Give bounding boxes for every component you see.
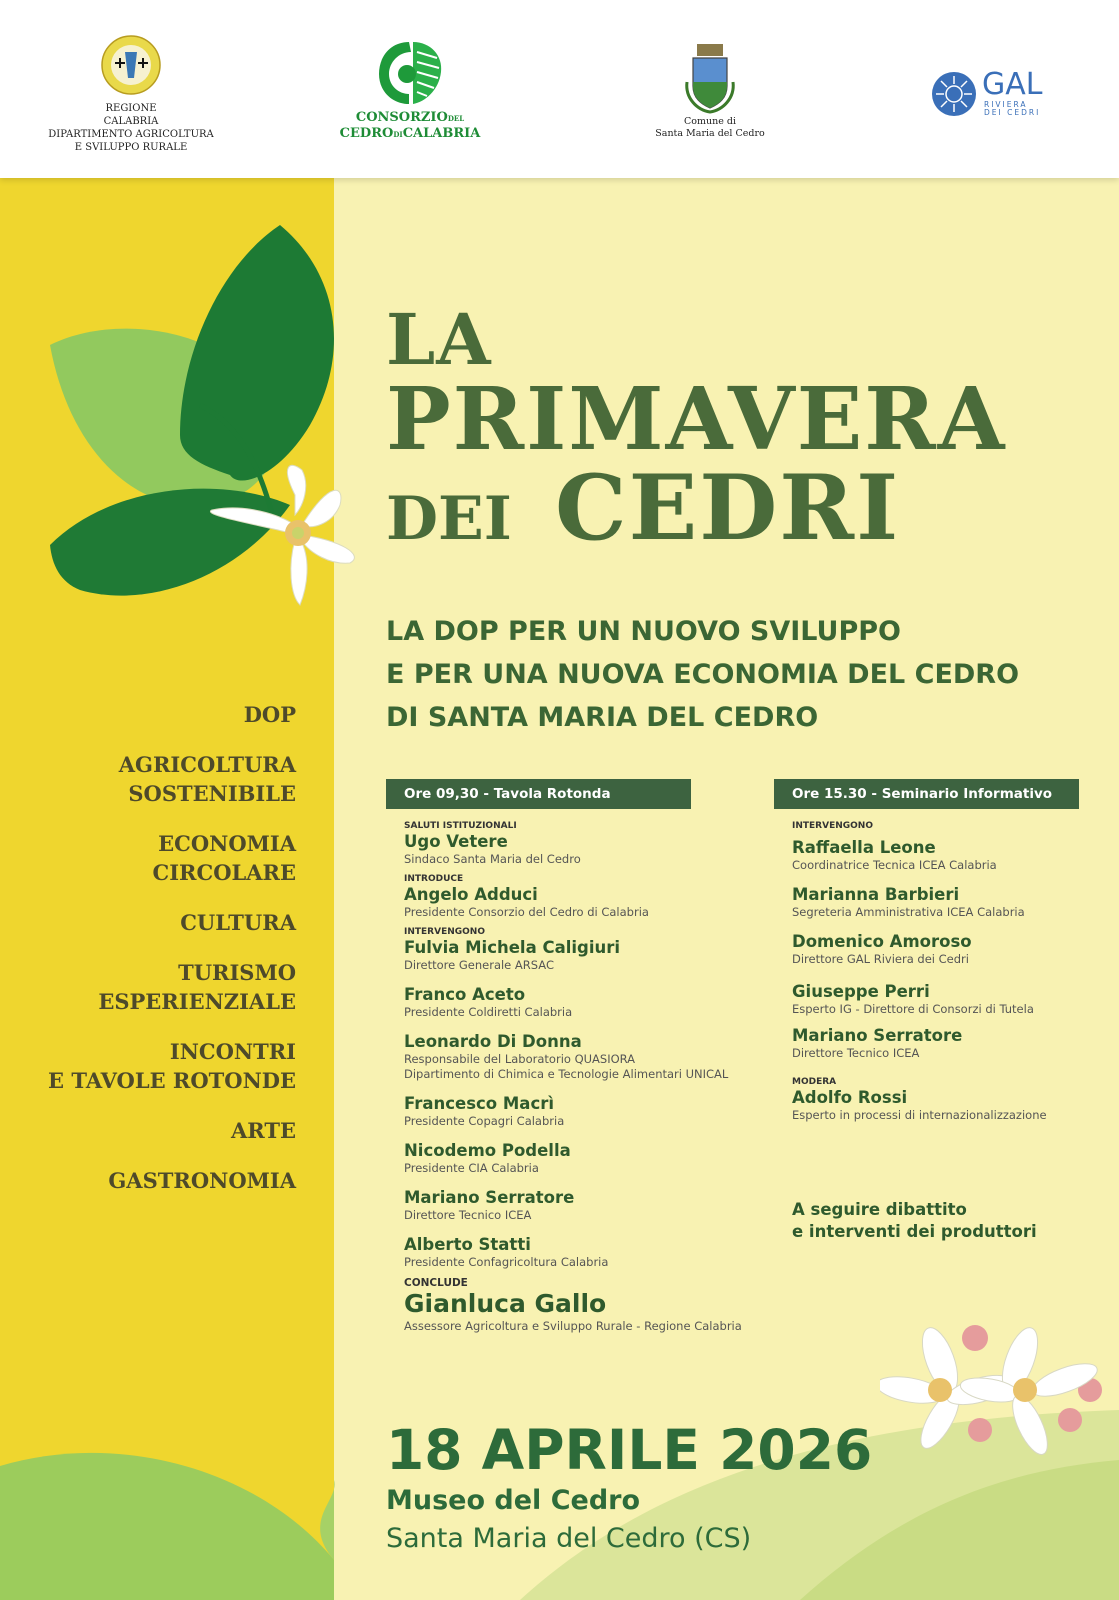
speaker-name: Raffaella Leone: [792, 838, 936, 857]
speaker-name: Francesco Macrì: [404, 1094, 555, 1113]
themes-list: [48, 700, 296, 1216]
regione-line-4: E SVILUPPO RURALE: [74, 142, 188, 153]
role-label: MODERA: [792, 1077, 837, 1087]
morning-session-header: Ore 09,30 - Tavola Rotonda: [386, 779, 691, 809]
comune-line-1: Comune di: [684, 116, 736, 127]
role-label: CONCLUDE: [404, 1277, 468, 1289]
speaker-role: Direttore Tecnico ICEA: [404, 1208, 532, 1222]
bottom-right-flowers-illustration: [880, 1320, 1119, 1470]
event-venue: Museo del Cedro: [386, 1485, 641, 1516]
speaker-role: Sindaco Santa Maria del Cedro: [404, 852, 581, 866]
title-line-2: PRIMAVERA: [386, 369, 1007, 470]
cedar-leaves-illustration: [40, 225, 370, 625]
theme-item: CULTURA: [180, 910, 296, 935]
subtitle-line-2: E PER UNA NUOVA ECONOMIA DEL CEDRO: [386, 659, 1020, 690]
title-line-3-small: DEI: [386, 484, 512, 554]
theme-item: AGRICOLTURA SOSTENIBILE: [118, 752, 296, 806]
speaker-name: Marianna Barbieri: [792, 885, 960, 904]
theme-item: DOP: [243, 702, 296, 727]
regione-line-2: CALABRIA: [103, 116, 159, 127]
event-date: [386, 1418, 872, 1482]
speaker-name: Nicodemo Podella: [404, 1141, 571, 1160]
speaker-name: Leonardo Di Donna: [404, 1032, 582, 1051]
theme-item: TURISMO ESPERIENZIALE: [98, 960, 296, 1014]
consorzio-di: DI: [393, 130, 403, 139]
theme-item: ECONOMIA CIRCOLARE: [152, 831, 296, 885]
speaker-name: Franco Aceto: [404, 985, 526, 1004]
consorzio-logo: [330, 38, 490, 142]
speaker-role: Coordinatrice Tecnica ICEA Calabria: [792, 858, 997, 872]
speaker-name: Giuseppe Perri: [792, 982, 930, 1001]
follow-up-line-2: e interventi dei produttori: [792, 1222, 1037, 1241]
speaker-name: Fulvia Michela Caligiuri: [404, 938, 621, 957]
speaker-role: Esperto IG - Direttore di Consorzi di Tutela: [792, 1002, 1034, 1016]
event-year: 2026: [719, 1418, 873, 1482]
comune-line-2: Santa Maria del Cedro: [655, 128, 765, 139]
role-label: INTRODUCE: [404, 874, 464, 884]
title-line-3-large: CEDRI: [555, 455, 901, 561]
afternoon-session-header: Ore 15.30 - Seminario Informativo: [774, 779, 1079, 809]
speaker-name: Gianluca Gallo: [404, 1289, 607, 1318]
title-line-1: LA: [386, 298, 492, 381]
speaker-role: Direttore GAL Riviera dei Cedri: [792, 952, 969, 966]
afternoon-program: [792, 815, 1092, 1130]
speaker-name: Domenico Amoroso: [792, 932, 972, 951]
speaker-role: Segreteria Amministrativa ICEA Calabria: [792, 905, 1025, 919]
consorzio-cedro: CEDRO: [339, 126, 394, 141]
speaker-role: Esperto in processi di internazionalizzazione: [792, 1108, 1047, 1122]
theme-item: INCONTRI E TAVOLE ROTONDE: [48, 1039, 296, 1093]
role-label: SALUTI ISTITUZIONALI: [404, 821, 517, 831]
speaker-name: Adolfo Rossi: [792, 1088, 908, 1107]
gal-sub-1: RIVIERA: [984, 100, 1028, 109]
consorzio-line-1: CONSORZIO: [355, 110, 448, 125]
comune-coat-of-arms-icon: [683, 42, 737, 116]
speaker-role: Dipartimento di Chimica e Tecnologie Alimentari UNICAL: [404, 1067, 729, 1081]
logo-header: [0, 0, 1119, 178]
speaker-name: Ugo Vetere: [404, 832, 508, 851]
speaker-role: Responsabile del Laboratorio QUASIORA: [404, 1052, 636, 1066]
theme-item: ARTE: [230, 1118, 296, 1143]
follow-up-note: [792, 1199, 1037, 1243]
event-city: Santa Maria del Cedro (CS): [386, 1523, 752, 1554]
speaker-name: Alberto Statti: [404, 1235, 531, 1254]
speaker-role: Presidente Confagricoltura Calabria: [404, 1255, 609, 1269]
consorzio-calabria: CALABRIA: [402, 126, 481, 141]
theme-item: GASTRONOMIA: [108, 1168, 296, 1193]
regione-line-1: REGIONE: [105, 103, 157, 114]
follow-up-line-1: A seguire dibattito: [792, 1200, 967, 1219]
gal-sun-icon: [930, 70, 978, 118]
speaker-name: Mariano Serratore: [792, 1026, 963, 1045]
regione-calabria-emblem-icon: [101, 34, 161, 96]
regione-calabria-logo: [46, 34, 216, 154]
consorzio-leaf-icon: [373, 38, 447, 110]
gal-main-text: GAL: [982, 67, 1043, 102]
event-day-month: 18 APRILE: [386, 1418, 700, 1482]
role-label: INTERVENGONO: [792, 821, 873, 831]
speaker-role: Direttore Tecnico ICEA: [792, 1046, 920, 1060]
speaker-name: Angelo Adduci: [404, 885, 538, 904]
morning-program: [404, 815, 774, 1341]
speaker-role: Assessore Agricoltura e Sviluppo Rurale - Regione Calabria: [404, 1319, 742, 1333]
role-label: INTERVENGONO: [404, 927, 485, 937]
gal-sub-2: DEI CEDRI: [984, 108, 1041, 117]
comune-logo: [640, 42, 780, 140]
speaker-role: Direttore Generale ARSAC: [404, 958, 554, 972]
subtitle: [386, 610, 1019, 739]
regione-line-3: DIPARTIMENTO AGRICOLTURA: [48, 129, 214, 140]
consorzio-del: DEL: [447, 114, 465, 123]
subtitle-line-3: DI SANTA MARIA DEL CEDRO: [386, 702, 819, 733]
speaker-role: Presidente Consorzio del Cedro di Calabria: [404, 905, 649, 919]
speaker-role: Presidente Coldiretti Calabria: [404, 1005, 573, 1019]
speaker-name: Mariano Serratore: [404, 1188, 575, 1207]
speaker-role: Presidente Copagri Calabria: [404, 1114, 565, 1128]
speaker-role: Presidente CIA Calabria: [404, 1161, 539, 1175]
subtitle-line-1: LA DOP PER UN NUOVO SVILUPPO: [386, 616, 902, 647]
